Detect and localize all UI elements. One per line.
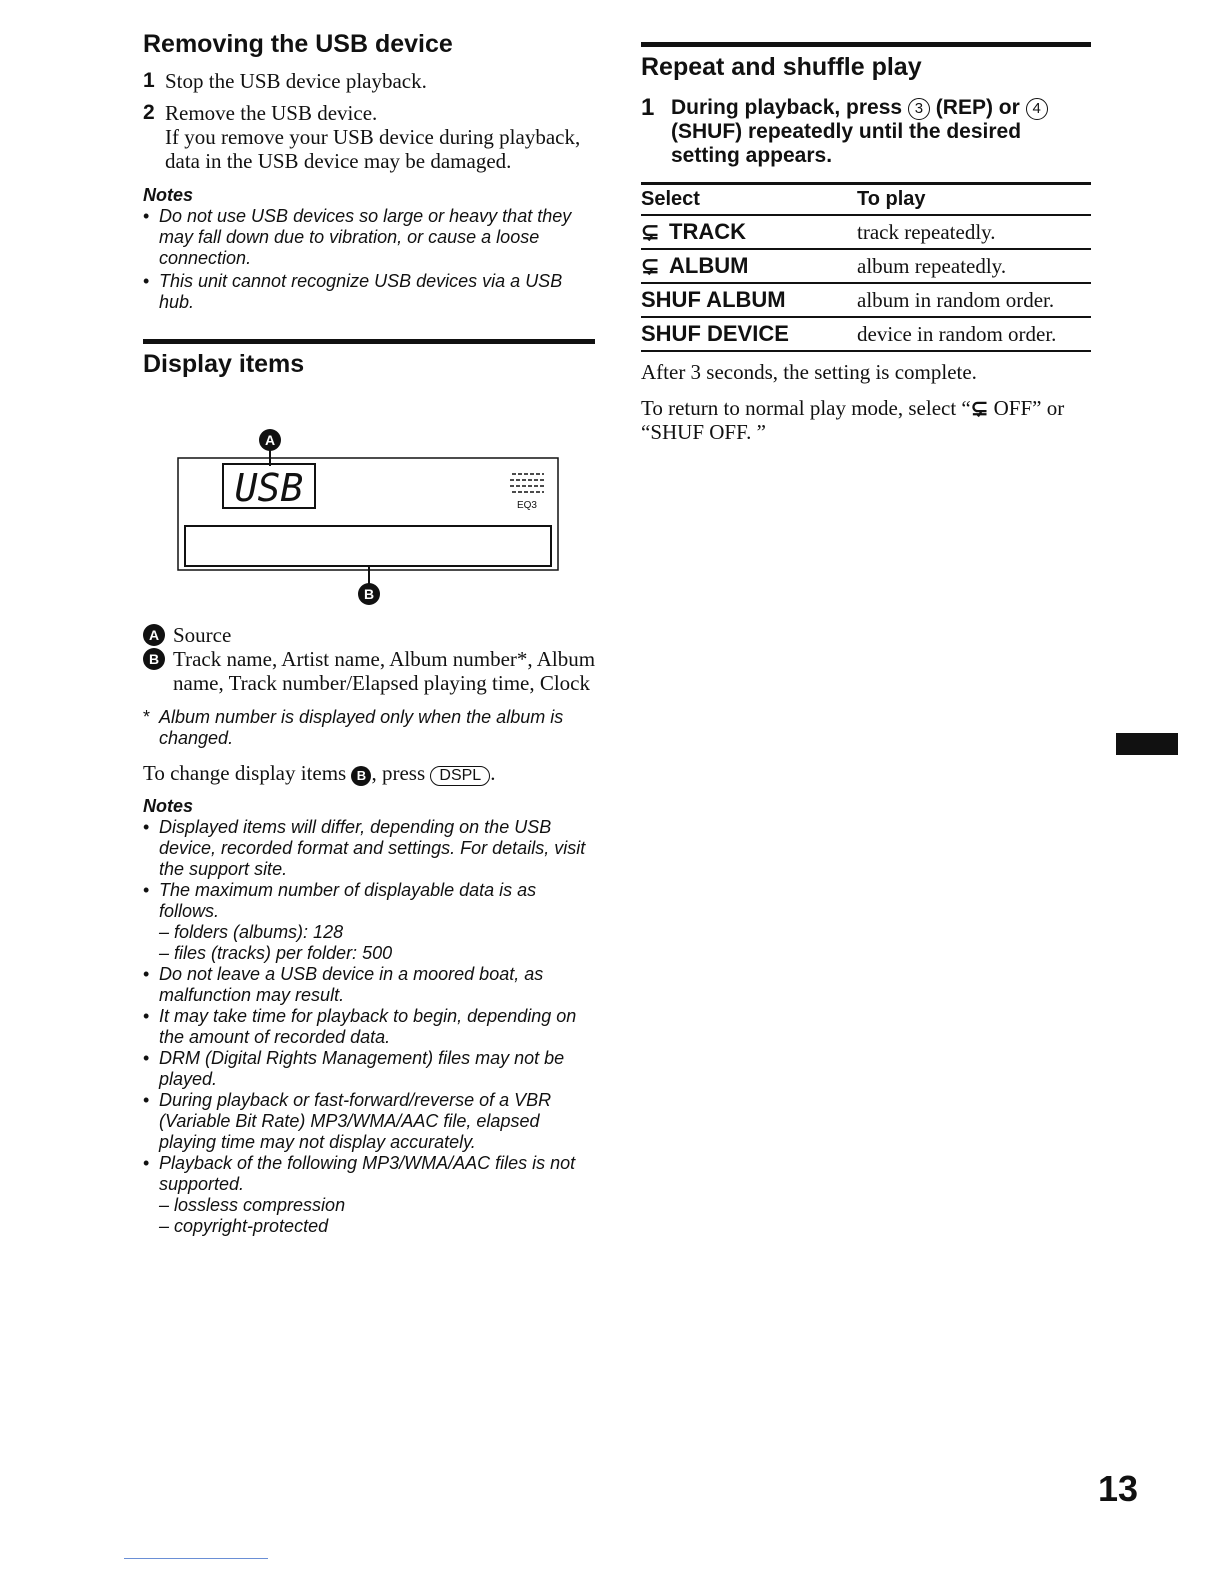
repeat-icon: ⊊ bbox=[641, 219, 660, 244]
note-text: This unit cannot recognize USB devices via a USB hub. bbox=[159, 271, 563, 312]
note-text: During playback or fast-forward/reverse of a VBR (Variable Bit Rate) MP3/WMA/AAC file, elapsed playing time may not display accurately. bbox=[159, 1090, 552, 1152]
table-header-row bbox=[641, 184, 1091, 216]
note-text: The maximum number of displayable data is as follows. bbox=[159, 880, 537, 921]
bullet: • bbox=[143, 206, 150, 226]
note-text: Do not leave a USB device in a moored boat, as malfunction may result. bbox=[159, 964, 544, 1005]
step-2 bbox=[143, 101, 598, 173]
bullet: • bbox=[143, 964, 150, 984]
select-cell bbox=[641, 215, 857, 249]
change-display-instruction bbox=[143, 761, 598, 786]
note-text: It may take time for playback to begin, depending on the amount of recorded data. bbox=[159, 1006, 577, 1047]
bullet: • bbox=[143, 1090, 150, 1110]
bullet: • bbox=[143, 271, 150, 291]
return-text: To return to normal play mode, select “⊊ OFF” or “SHUF OFF. ” bbox=[641, 396, 1065, 444]
note-text: Displayed items will differ, depending on the USB device, recorded format and settings. For details, visit the support site. bbox=[159, 817, 586, 879]
dspl-key-icon: DSPL bbox=[430, 766, 490, 786]
lcd-source-text: USB bbox=[234, 466, 304, 510]
notes-heading: Notes bbox=[143, 796, 194, 816]
note-subitem: – files (tracks) per folder: 500 bbox=[159, 943, 393, 963]
step-number: 1 bbox=[641, 94, 655, 121]
callout-b-label: B bbox=[363, 586, 375, 602]
note-item bbox=[143, 271, 598, 313]
step-text: Stop the USB device playback. bbox=[165, 69, 427, 93]
select-label: SHUF ALBUM bbox=[641, 287, 786, 312]
column-header-select: Select bbox=[641, 184, 857, 216]
display-items-details bbox=[143, 623, 598, 1237]
callout-b-icon: B bbox=[143, 648, 165, 670]
step-text: During playback, press 3 (REP) or 4 (SHUF) repeatedly until the desired setting appears. bbox=[671, 96, 1091, 168]
step-text: Remove the USB device. bbox=[165, 101, 378, 125]
table-row bbox=[641, 215, 1091, 249]
eq-indicator-text: EQ3 bbox=[516, 500, 538, 511]
select-cell bbox=[641, 283, 857, 317]
footnote-text: Album number is displayed only when the album is changed. bbox=[159, 707, 564, 748]
table-row bbox=[641, 317, 1091, 351]
note-item bbox=[143, 880, 598, 922]
to-play-cell: track repeatedly. bbox=[857, 215, 1091, 249]
bullet: • bbox=[143, 1048, 150, 1068]
bullet: • bbox=[143, 817, 150, 837]
section-tab-marker bbox=[1116, 733, 1178, 755]
after-text: After 3 seconds, the setting is complete. bbox=[641, 360, 977, 384]
repeat-icon: ⊊ bbox=[641, 253, 660, 278]
bullet: • bbox=[143, 1153, 150, 1173]
select-cell bbox=[641, 317, 857, 351]
repeat-shuffle-heading: Repeat and shuffle play bbox=[641, 53, 922, 81]
table-row bbox=[641, 283, 1091, 317]
instruction-text: To change display items bbox=[143, 761, 347, 785]
bullet: • bbox=[143, 1006, 150, 1026]
page-number: 13 bbox=[1098, 1468, 1139, 1509]
note-item bbox=[143, 964, 598, 1006]
note-item bbox=[143, 1153, 598, 1195]
to-play-cell: album in random order. bbox=[857, 283, 1091, 317]
note-text: Do not use USB devices so large or heavy that they may fall down due to vibration, or cause a loose connection. bbox=[159, 206, 572, 268]
step-detail: If you remove your USB device during playback, data in the USB device may be damaged. bbox=[165, 125, 581, 173]
callout-b-icon: B bbox=[351, 766, 371, 786]
key-4-icon: 4 bbox=[1026, 98, 1048, 120]
to-play-cell: album repeatedly. bbox=[857, 249, 1091, 283]
display-diagram-svg bbox=[176, 426, 562, 608]
legend-text: Track name, Artist name, Album number*, Album name, Track number/Elapsed playing time, Clock bbox=[173, 647, 596, 695]
left-column bbox=[143, 30, 598, 379]
select-label: TRACK bbox=[669, 219, 746, 244]
footnote bbox=[143, 707, 598, 749]
removing-usb-heading: Removing the USB device bbox=[143, 30, 453, 58]
instruction-text: . bbox=[490, 761, 496, 785]
note-subitem: – copyright-protected bbox=[159, 1216, 329, 1236]
step-number: 1 bbox=[143, 69, 155, 92]
repeat-step-1 bbox=[641, 96, 1091, 168]
note-item bbox=[143, 817, 598, 880]
step-1 bbox=[143, 69, 598, 93]
display-notes-list bbox=[143, 817, 598, 1237]
note-item bbox=[143, 1048, 598, 1090]
repeat-shuffle-table bbox=[641, 182, 1091, 352]
key-3-icon: 3 bbox=[908, 98, 930, 120]
footnote-marker: * bbox=[143, 707, 151, 727]
note-item bbox=[143, 206, 598, 269]
legend-item-b bbox=[143, 647, 598, 695]
display-diagram bbox=[176, 426, 562, 608]
section-rule bbox=[641, 42, 1091, 47]
section-rule bbox=[143, 339, 595, 344]
to-play-cell: device in random order. bbox=[857, 317, 1091, 351]
select-cell bbox=[641, 249, 857, 283]
repeat-icon: ⊊ bbox=[970, 396, 989, 420]
legend-text: Source bbox=[173, 623, 232, 647]
removing-steps bbox=[143, 69, 598, 173]
step-number: 2 bbox=[143, 101, 155, 124]
instruction-text: , press bbox=[371, 761, 426, 785]
note-item bbox=[143, 1090, 598, 1153]
column-header-to-play: To play bbox=[857, 184, 1091, 216]
eq-icon bbox=[510, 474, 546, 492]
select-label: SHUF DEVICE bbox=[641, 321, 789, 346]
display-items-heading: Display items bbox=[143, 350, 305, 378]
select-label: ALBUM bbox=[669, 253, 749, 278]
note-subitem: – lossless compression bbox=[159, 1195, 346, 1215]
notes-heading: Notes bbox=[143, 185, 194, 205]
note-text: Playback of the following MP3/WMA/AAC files is not supported. bbox=[159, 1153, 576, 1194]
table-row bbox=[641, 249, 1091, 283]
note-subitem: – folders (albums): 128 bbox=[159, 922, 344, 942]
callout-a-icon: A bbox=[143, 624, 165, 646]
bottom-divider bbox=[124, 1558, 268, 1559]
callout-a-label: A bbox=[264, 432, 276, 448]
legend-item-a bbox=[143, 623, 598, 647]
bullet: • bbox=[143, 880, 150, 900]
note-item bbox=[143, 1006, 598, 1048]
note-text: DRM (Digital Rights Management) files may not be played. bbox=[159, 1048, 565, 1089]
right-column bbox=[641, 42, 1091, 444]
